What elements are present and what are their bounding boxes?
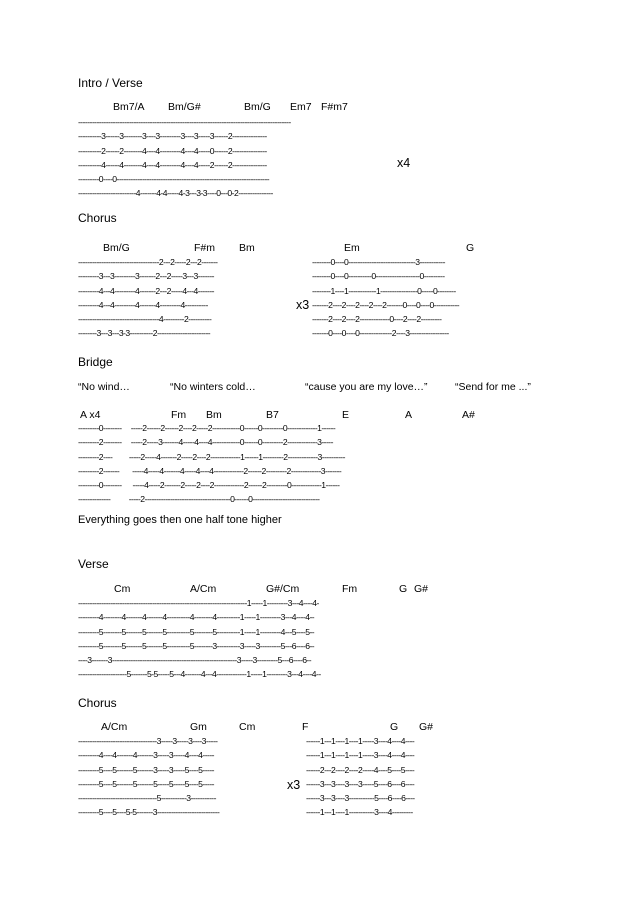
tab-line: ---------0-------- -----2------2------2----2-----2------------0------0---------0-------------1------: [78, 423, 336, 433]
chord-label: Bm7/A: [113, 101, 145, 113]
chord-label: G: [399, 583, 408, 595]
tab-line: ------3---3----3-----------5----6----6----: [306, 793, 415, 804]
tab-line: ----3-------3------------------------------------------------------3-----3---------5---6----6--: [78, 655, 312, 666]
tab-line: ---------2---- -----2-----4-------2-----2----2-------------1------1---------2-------------3----------: [78, 451, 345, 462]
bridge-lyric-cues: [78, 381, 578, 393]
tab-line: --------0----0----------0-------------------0---------: [312, 271, 445, 282]
intro-verse-heading: Intro / Verse: [78, 76, 143, 90]
chord-label: Bm: [239, 242, 255, 254]
chord-label: Bm/G#: [168, 101, 201, 113]
chorus-tab-left: [78, 734, 219, 820]
chord-label: F#m: [194, 242, 215, 254]
chord-label: A/Cm: [101, 721, 128, 733]
chord-label: Em7: [290, 101, 312, 113]
chord-label: Bm: [206, 409, 222, 421]
chord-label: A/Cm: [190, 583, 217, 595]
tab-line: ------1---1----1----1-----3----4----4----: [306, 736, 415, 746]
chord-label: G: [466, 242, 475, 254]
chord-label: Bm/G: [103, 242, 130, 254]
chord-label: G#/Cm: [266, 583, 300, 595]
lyric-cue: “No winters cold…: [170, 381, 256, 393]
chord-label: E: [342, 409, 350, 421]
tab-line: -------2----2----2----2----2-------0----0----0-----------: [312, 299, 460, 310]
tab-line: -----------------------------------2---2-----2---2-------: [78, 257, 218, 267]
key-change-note: Everything goes then one half tone higher: [78, 514, 282, 526]
repeat-marker: x4: [397, 156, 411, 170]
verse-heading: Verse: [78, 557, 109, 571]
chord-label: Gm: [190, 721, 207, 733]
lyric-cue: “No wind…: [78, 381, 130, 393]
chord-label: G#: [414, 583, 429, 595]
chord-label: F: [302, 721, 309, 733]
chorus-heading: Chorus: [78, 696, 117, 710]
chorus-tab-right: [306, 734, 415, 820]
tab-line: ------1---1----1-----------3----4---------: [306, 807, 413, 818]
tab-line: ----------2------2--------4----4---------4----4-----0------2---------------: [78, 145, 267, 156]
intro-verse-tab: [78, 115, 291, 201]
tab-line: ---------0----0------------------------------------------------------------------: [78, 174, 270, 185]
tab-line: ----------------------------------5-----------3-----------: [78, 793, 216, 804]
tab-line: --------0----0-----------------------------3-----------: [312, 257, 445, 267]
tab-line: ---------5--------5-------5-------5----------5--------5----------1-----1---------4---5----5--: [78, 626, 315, 637]
repeat-marker: x3: [287, 778, 301, 792]
chorus-tab-right: [312, 255, 459, 341]
tab-line: ------2---2----2----2-----4----5----5----: [306, 764, 415, 775]
tab-line: ---------5----5-------5-------5-----5-----5----5-----: [78, 778, 214, 789]
tab-line: --------1----1------------1----------------0-----0--------: [312, 285, 456, 296]
tab-line: ---------4--------4-------4-------4----------4--------4----------1-----1---------3---4----4--: [78, 612, 315, 623]
verse-tab: [78, 596, 321, 682]
chord-label: Cm: [239, 721, 256, 733]
tab-line: -------0----0----0--------------2----3-----------------: [312, 328, 449, 339]
tab-line: --------3---3---3-3----------2-----------------------: [78, 328, 211, 339]
chord-label: Em: [344, 242, 360, 254]
chord-label: B7: [266, 409, 279, 421]
tab-line: ---------4---4---------4-------2---2-----4---4-------: [78, 285, 214, 296]
repeat-marker: x3: [296, 298, 310, 312]
tab-line: -----------------------------------4---------2----------: [78, 314, 212, 325]
chord-label: G: [390, 721, 399, 733]
tab-line: --------------------------------------------------------------------------------------------: [78, 117, 291, 127]
tab-line: ---------4----4-------4-------3-----3-----4----4-----: [78, 750, 214, 761]
tab-line: ----------3------3--------3----3---------3----3-----3------2---------------: [78, 131, 267, 142]
chord-label: G#: [419, 721, 434, 733]
tab-line: -------------------------4-------4-4-----4-3---3-3----0---0-2---------------: [78, 188, 273, 199]
chord-label: Fm: [171, 409, 187, 421]
chord-label: A#: [462, 409, 475, 421]
chord-label: A x4: [80, 409, 101, 421]
tab-line: ----------------------------------3-----3-----3----3-----: [78, 736, 218, 746]
tab-line: ---------5----5-------5-------3-----3-----5----5-----: [78, 764, 214, 775]
chorus-tab-left: [78, 255, 217, 341]
tab-line: ---------5--------5-------5-------5----------5--------3----------3-----3---------5---6----6--: [78, 640, 315, 651]
tab-line: -------------------------------------------------------------------------1-----1---------3---4----4-: [78, 598, 319, 608]
tab-line: ---------3---3---------3-------2---2-----3---3-------: [78, 271, 214, 282]
bridge-heading: Bridge: [78, 355, 113, 369]
chord-label: Fm: [342, 583, 358, 595]
chorus-chords: [78, 721, 498, 733]
tab-line: ---------2-------- -----2-----3-------4-----4----4------------0------0---------2-------------3-----: [78, 437, 333, 448]
tab-line: -------2----2----2-------------0----2----2---------: [312, 314, 442, 325]
tab-line: ----------4------4--------4----4---------4----4-----2------2---------------: [78, 159, 267, 170]
intro-verse-chords: [78, 101, 408, 113]
tab-line: ------1---1----1----1-----3----4----4----: [306, 750, 415, 761]
chord-label: Cm: [114, 583, 131, 595]
chord-label: Bm/G: [244, 101, 271, 113]
chorus-chords: [78, 242, 498, 254]
lyric-cue: “cause you are my love…”: [305, 381, 428, 393]
bridge-chords: [78, 409, 498, 421]
chord-label: A: [405, 409, 413, 421]
tab-line: ---------4---4---------4-------4---------4----------: [78, 299, 208, 310]
chord-label: F#m7: [321, 101, 348, 113]
tab-line: ---------2------- -----4-----4-------4-----4----4-------------2------2---------2-------------3-------: [78, 465, 342, 476]
verse-chords: [78, 583, 498, 595]
tab-line: ---------5----5----5-5-------3---------------------------: [78, 807, 220, 818]
chorus-heading: Chorus: [78, 211, 117, 225]
tab-line: ---------0-------- -----4-----2-------2-----2----2-------------2------2---------0-------------1------: [78, 480, 340, 491]
bridge-tab: [78, 421, 345, 507]
lyric-cue: “Send for me ...”: [455, 381, 531, 393]
tab-line: ---------------------5-------5-5-----5---4-------4---4-------------1-----1---------3---4----4--: [78, 669, 321, 680]
tab-line: ------3---3----3----3-----5----6----6----: [306, 778, 415, 789]
tab-line: -------------- -----2-------------------------------------0------0-----------------------------: [78, 494, 320, 505]
